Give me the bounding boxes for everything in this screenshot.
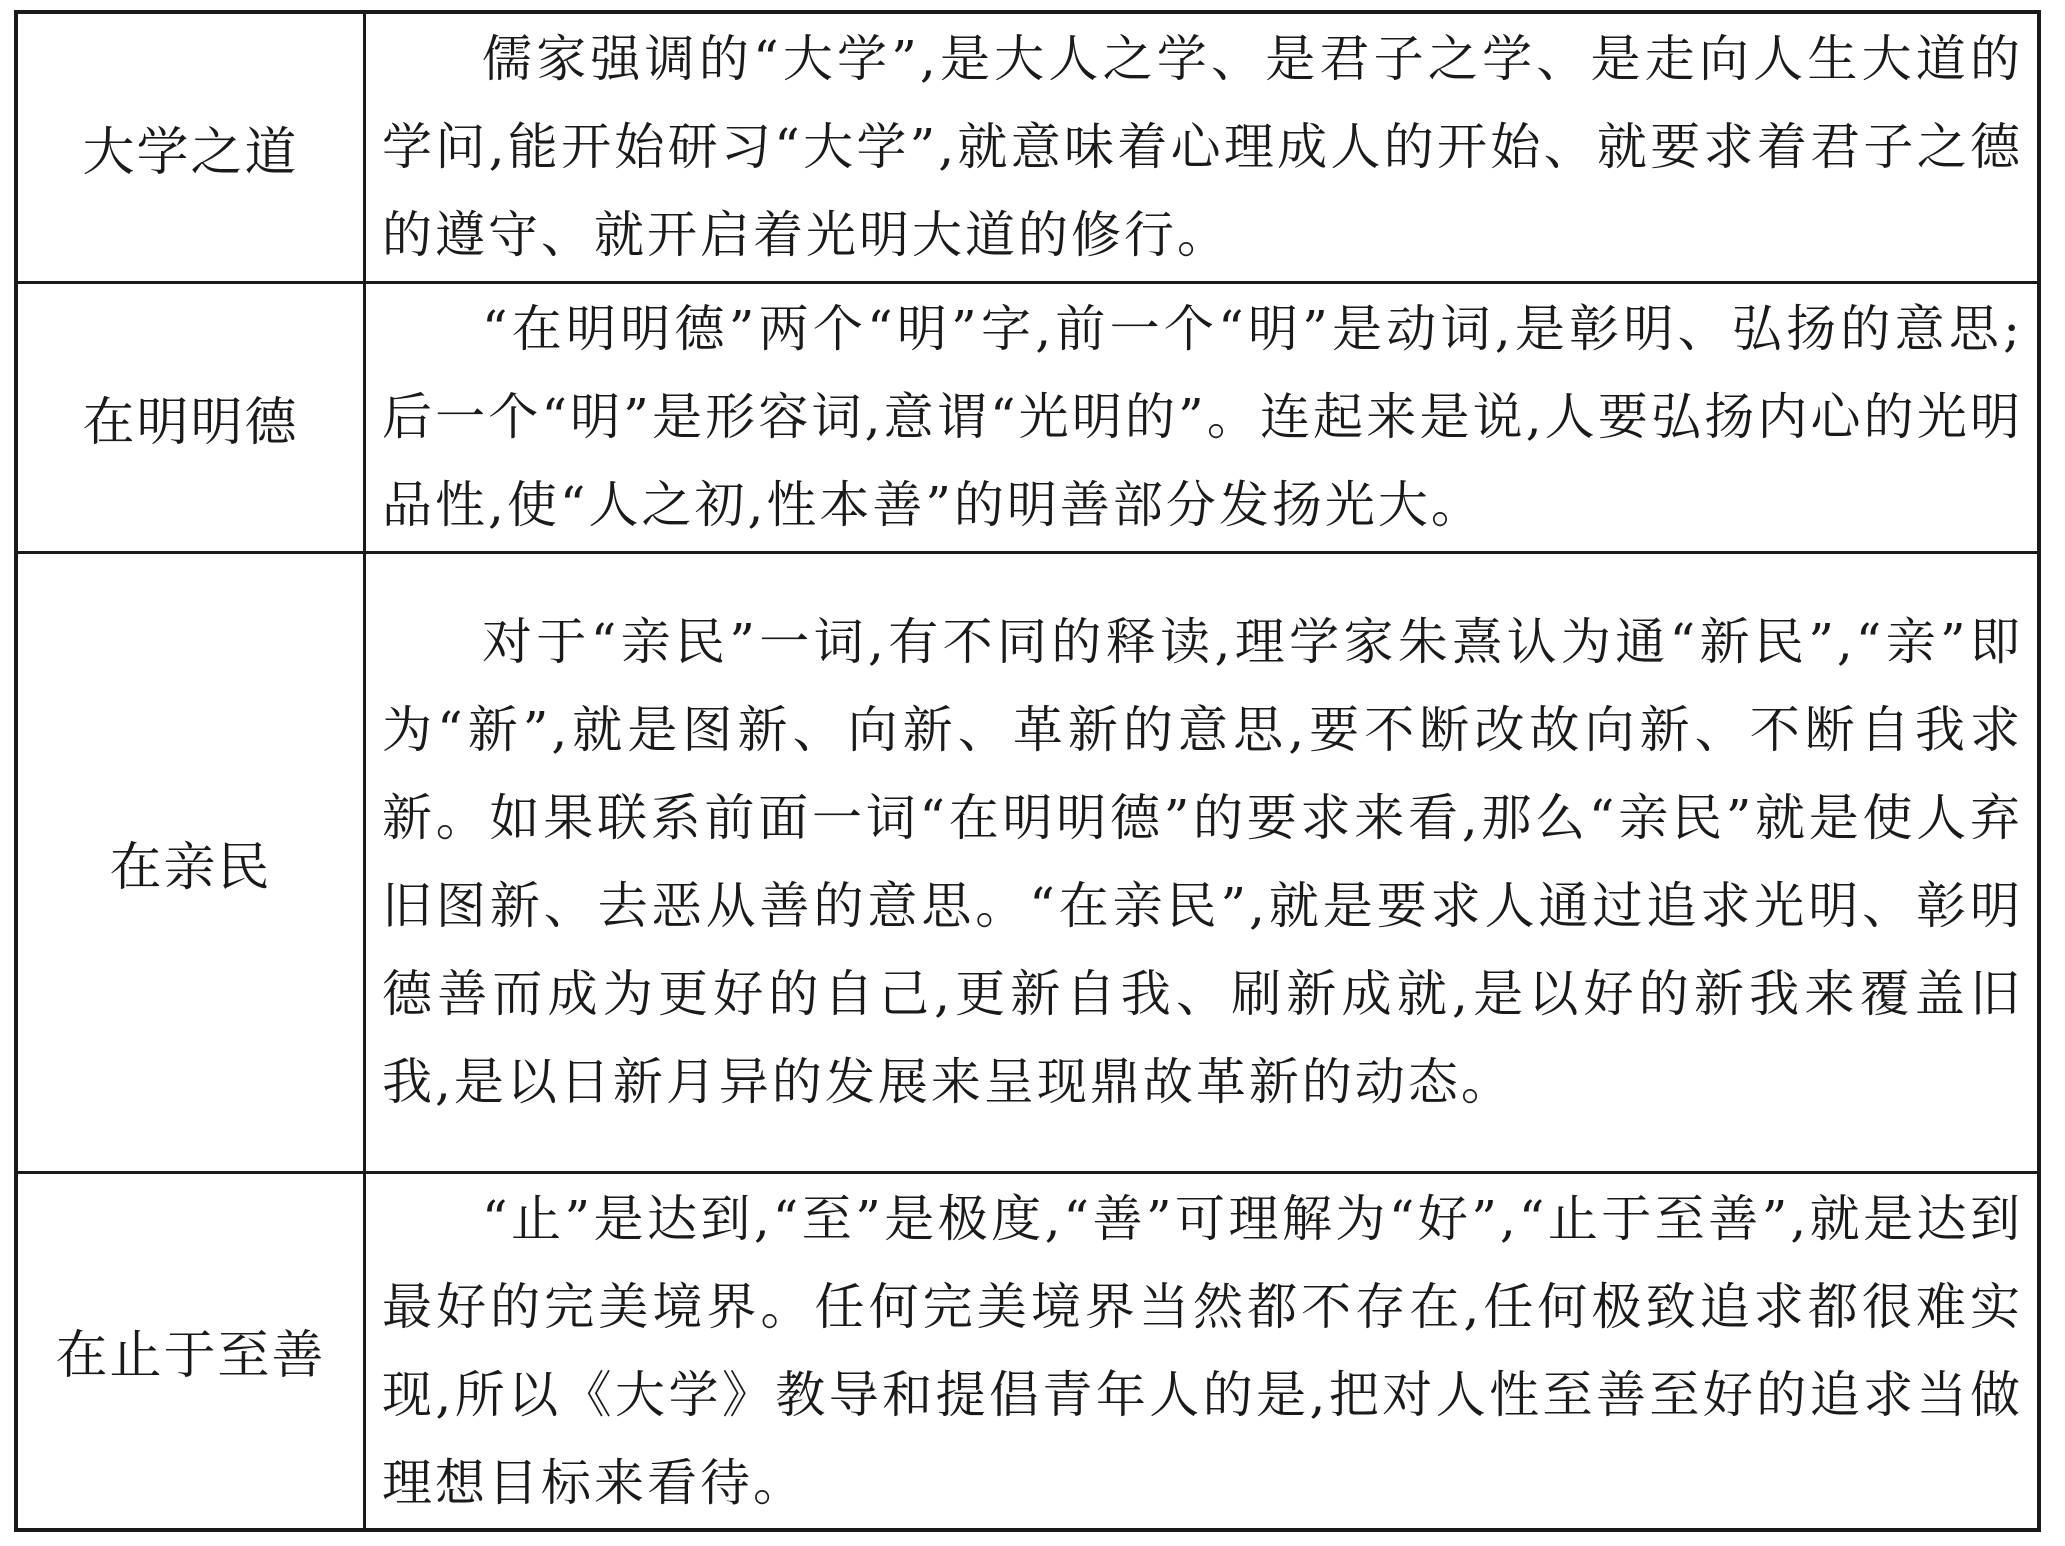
table-row [16, 1172, 2039, 1530]
term-label: 在亲民 [109, 837, 272, 898]
description-cell [365, 12, 2040, 282]
description-cell [365, 282, 2040, 552]
term-label: 在明明德 [82, 392, 299, 453]
description-text: 对于“亲民”一词,有不同的释读,理学家朱熹认为通“新民”,“亲”即为“新”,就是图新、向新、革新的意思,要不断改故向新、不断自我求新。如果联系前面一词“在明明德”的要求来看,那么“亲民”就是使人弃旧图新、去恶从善的意思。“在亲民”,就是要求人通过追求光明、彰明德善而成为更好的自己,更新自我、刷新成就,是以好的新我来覆盖旧我,是以日新月异的发展来呈现鼎故革新的动态。 [382, 613, 2023, 1111]
term-label: 在止于至善 [55, 1326, 326, 1387]
description-text: “止”是达到,“至”是极度,“善”可理解为“好”,“止于至善”,就是达到最好的完美境界。任何完美境界当然都不存在,任何极致追求都很难实现,所以《大学》教导和提倡青年人的是,把对人性至善至好的追求当做理想目标来看待。 [382, 1189, 2023, 1512]
term-cell [16, 12, 365, 282]
table-row [16, 282, 2039, 552]
term-cell [16, 1172, 365, 1530]
description-text: 儒家强调的“大学”,是大人之学、是君子之学、是走向人生大道的学问,能开始研习“大学”,就意味着心理成人的开始、就要求着君子之德的遵守、就开启着光明大道的修行。 [382, 30, 2023, 265]
concept-table [14, 10, 2041, 1532]
term-label: 大学之道 [82, 122, 299, 183]
description-cell [365, 552, 2040, 1172]
table-row [16, 552, 2039, 1172]
table-row [16, 12, 2039, 282]
description-text: “在明明德”两个“明”字,前一个“明”是动词,是彰明、弘扬的意思;后一个“明”是形容词,意谓“光明的”。连起来是说,人要弘扬内心的光明品性,使“人之初,性本善”的明善部分发扬光大。 [382, 300, 2023, 534]
term-cell [16, 282, 365, 552]
description-cell [365, 1172, 2040, 1530]
term-cell [16, 552, 365, 1172]
